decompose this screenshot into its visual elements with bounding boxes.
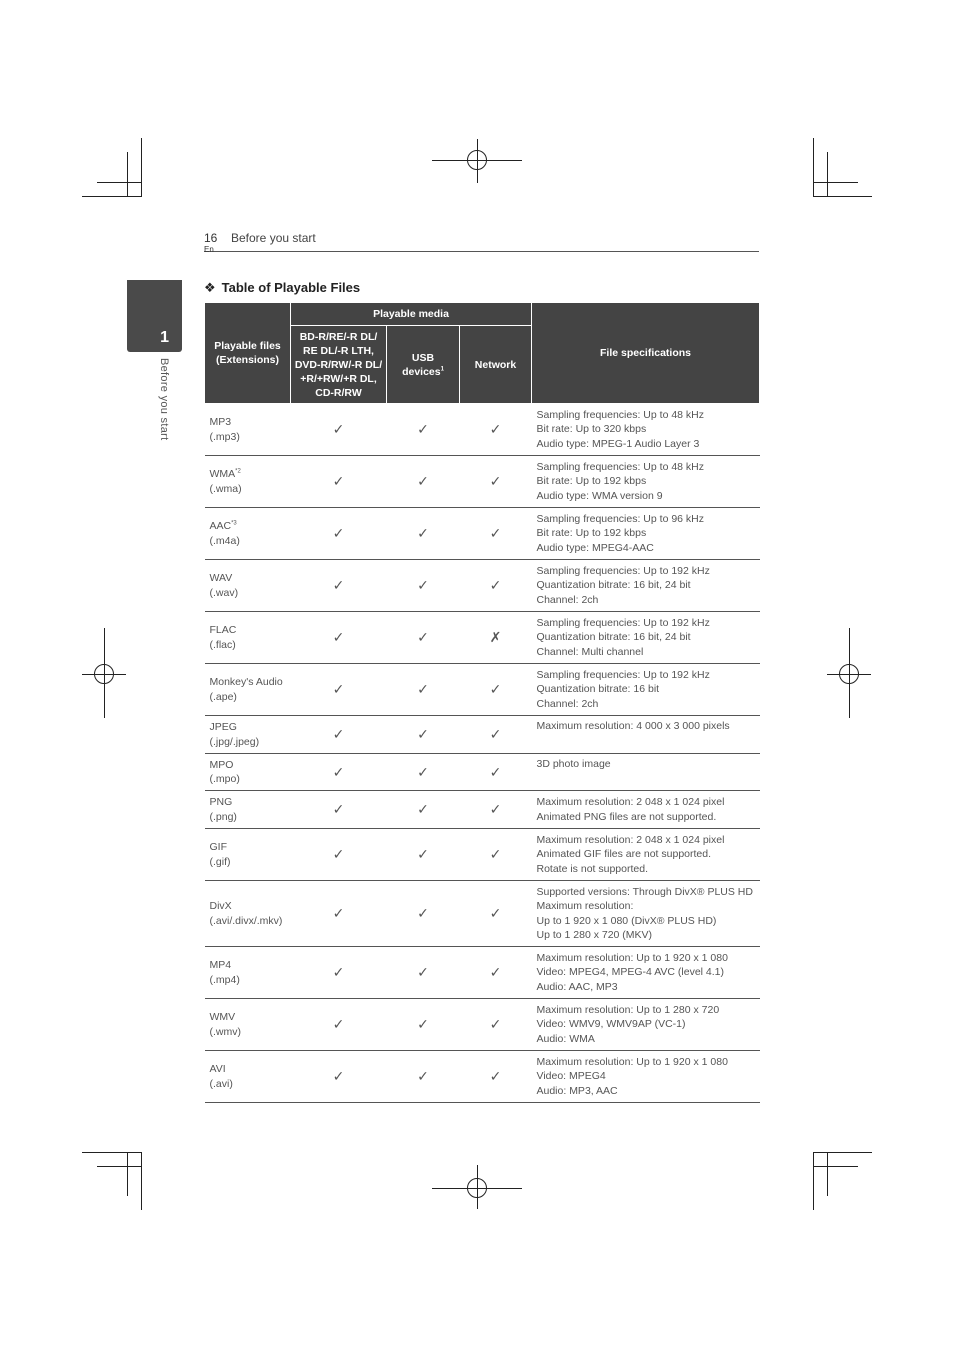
table-row [205,754,760,791]
section-title [204,280,360,296]
check-icon-disc: ✓ [291,612,387,664]
file-extension: (.flac) [209,638,236,651]
file-spec-cell [532,456,760,508]
table-row [205,612,760,664]
page-header [204,230,759,252]
check-icon-network: ✓ [460,404,532,456]
section-title-text: Table of Playable Files [221,280,361,295]
spec-line: Video: MPEG4 [536,1070,606,1083]
file-type-cell [205,404,291,456]
spec-line: Video: WMV9, WMV9AP (VC-1) [536,1018,686,1031]
table-row [205,560,760,612]
check-icon-network: ✓ [460,1051,532,1103]
table-row [205,881,760,947]
check-icon-disc: ✓ [291,999,387,1051]
spec-line: Bit rate: Up to 192 kbps [536,527,647,540]
spec-line: Quantization bitrate: 16 bit [536,683,660,696]
file-type-name: JPEG [209,721,237,733]
file-type-name: MP3 [209,416,232,428]
header-playable-files: Playable files (Extensions) [205,303,291,404]
file-extension: (.avi) [209,1077,233,1090]
spec-line: Sampling frequencies: Up to 48 kHz [536,460,705,473]
spec-line: Quantization bitrate: 16 bit, 24 bit [536,579,691,592]
table-row [205,404,760,456]
file-type-cell [205,1051,291,1103]
spec-line: Bit rate: Up to 192 kbps [536,475,647,488]
file-extension: (.wmv) [209,1025,241,1038]
spec-line: Up to 1 280 x 720 (MKV) [536,929,653,941]
spec-line: 3D photo image [536,758,611,770]
header-usb [387,326,460,404]
check-icon-disc: ✓ [291,664,387,716]
check-icon-disc: ✓ [291,881,387,947]
file-spec-cell [532,829,760,881]
spec-line: Audio: WMA [536,1032,595,1045]
file-spec-cell [532,947,760,999]
spec-line: Sampling frequencies: Up to 48 kHz [536,408,705,421]
header-usb-text: USB devices [402,351,441,378]
file-type-name: FLAC [209,624,237,636]
file-type-name: Monkey's Audio [209,676,283,688]
table-row [205,508,760,560]
file-spec-cell [532,508,760,560]
spec-line: Maximum resolution: Up to 1 280 x 720 [536,1003,720,1016]
file-extension: (.wma) [209,482,242,495]
check-icon-network: ✓ [460,829,532,881]
file-type-cell [205,754,291,791]
file-extension: (.jpg/.jpeg) [209,735,260,748]
spec-line: Sampling frequencies: Up to 96 kHz [536,512,705,525]
check-icon-disc: ✓ [291,947,387,999]
page-language: En [204,245,214,254]
table-row [205,664,760,716]
file-type-name: AAC [209,520,232,532]
file-spec-cell [532,404,760,456]
spec-line: Channel: 2ch [536,593,599,606]
file-type-cell [205,829,291,881]
spec-line: Animated PNG files are not supported. [536,810,717,823]
check-icon-usb: ✓ [387,754,460,791]
check-icon-usb: ✓ [387,716,460,754]
file-spec-cell [532,881,760,947]
check-icon-network: ✓ [460,664,532,716]
spec-line: Audio type: MPEG-1 Audio Layer 3 [536,437,700,450]
chapter-tab [127,280,182,352]
file-extension: (.mp4) [209,973,240,986]
header-disc: BD-R/RE/-R DL/ RE DL/-R LTH, DVD-R/RW/-R DL/ +R/+RW/+R DL, CD-R/RW [291,326,387,404]
file-extension: (.m4a) [209,534,240,547]
check-icon-network: ✓ [460,999,532,1051]
check-icon-usb: ✓ [387,560,460,612]
cross-icon-network: ✗ [460,612,532,664]
check-icon-usb: ✓ [387,508,460,560]
file-spec-cell [532,664,760,716]
file-spec-cell [532,612,760,664]
diamond-bullet-icon: ❖ [204,280,216,295]
check-icon-usb: ✓ [387,456,460,508]
table-row [205,1051,760,1103]
file-type-name: MP4 [209,959,232,971]
spec-line: Rotate is not supported. [536,862,648,875]
file-extension: (.ape) [209,690,237,703]
check-icon-network: ✓ [460,716,532,754]
check-icon-usb: ✓ [387,881,460,947]
file-type-cell [205,791,291,829]
check-icon-disc: ✓ [291,754,387,791]
header-file-specifications: File specifications [532,303,760,404]
check-icon-usb: ✓ [387,612,460,664]
spec-line: Audio type: MPEG4-AAC [536,541,654,554]
header-network: Network [460,326,532,404]
footnote-mark: *3 [231,520,237,527]
check-icon-disc: ✓ [291,508,387,560]
file-type-cell [205,508,291,560]
table-row [205,791,760,829]
table-row [205,716,760,754]
chapter-number: 1 [160,329,169,346]
chapter-label: Before you start [158,358,170,441]
file-spec-cell [532,999,760,1051]
check-icon-network: ✓ [460,947,532,999]
file-extension: (.gif) [209,855,231,868]
check-icon-usb: ✓ [387,791,460,829]
check-icon-usb: ✓ [387,1051,460,1103]
check-icon-usb: ✓ [387,404,460,456]
spec-line: Sampling frequencies: Up to 192 kHz [536,616,710,629]
spec-line: Maximum resolution: [536,900,634,912]
spec-line: Audio: AAC, MP3 [536,980,618,993]
file-type-name: DivX [209,900,232,912]
file-extension: (.mpo) [209,773,240,785]
file-spec-cell [532,716,760,754]
check-icon-usb: ✓ [387,947,460,999]
file-type-cell [205,664,291,716]
page-number: 16 [204,231,218,245]
usb-footnote: 1 [440,366,444,372]
spec-line: Bit rate: Up to 320 kbps [536,423,647,436]
file-spec-cell [532,560,760,612]
check-icon-network: ✓ [460,508,532,560]
file-type-name: WAV [209,572,233,584]
check-icon-disc: ✓ [291,404,387,456]
spec-line: Maximum resolution: Up to 1 920 x 1 080 [536,951,728,964]
footnote-mark: *2 [235,468,241,475]
file-spec-cell [532,1051,760,1103]
spec-line: Up to 1 920 x 1 080 (DivX® PLUS HD) [536,914,717,927]
spec-line: Quantization bitrate: 16 bit, 24 bit [536,631,691,644]
file-spec-cell [532,791,760,829]
table-row [205,947,760,999]
check-icon-network: ✓ [460,754,532,791]
check-icon-network: ✓ [460,456,532,508]
file-extension: (.png) [209,810,237,823]
check-icon-network: ✓ [460,560,532,612]
check-icon-network: ✓ [460,881,532,947]
file-type-cell [205,947,291,999]
spec-line: Audio type: WMA version 9 [536,489,663,502]
check-icon-disc: ✓ [291,791,387,829]
file-extension: (.wav) [209,586,239,599]
file-type-cell [205,456,291,508]
check-icon-usb: ✓ [387,829,460,881]
file-type-name: AVI [209,1063,226,1075]
file-type-name: WMA [209,468,236,480]
spec-line: Channel: Multi channel [536,645,644,658]
playable-files-table [204,302,760,1103]
file-type-cell [205,999,291,1051]
table-row [205,829,760,881]
file-type-cell [205,716,291,754]
spec-line: Video: MPEG4, MPEG-4 AVC (level 4.1) [536,966,725,979]
check-icon-disc: ✓ [291,716,387,754]
spec-line: Maximum resolution: 2 048 x 1 024 pixel [536,796,725,808]
file-type-cell [205,612,291,664]
file-extension: (.mp3) [209,430,240,443]
spec-line: Sampling frequencies: Up to 192 kHz [536,668,710,681]
spec-line: Audio: MP3, AAC [536,1084,618,1097]
spec-line: Maximum resolution: 2 048 x 1 024 pixel [536,833,725,846]
file-type-name: PNG [209,796,233,808]
table-row [205,456,760,508]
spec-line: Maximum resolution: 4 000 x 3 000 pixels [536,720,730,732]
check-icon-usb: ✓ [387,999,460,1051]
table-row [205,999,760,1051]
file-spec-cell [532,754,760,791]
check-icon-usb: ✓ [387,664,460,716]
spec-line: Channel: 2ch [536,697,599,710]
spec-line: Supported versions: Through DivX® PLUS HD [536,885,753,898]
file-extension: (.avi/.divx/.mkv) [209,914,283,927]
check-icon-disc: ✓ [291,829,387,881]
file-type-name: GIF [209,841,227,853]
spec-line: Sampling frequencies: Up to 192 kHz [536,564,710,577]
header-title: Before you start [231,231,316,245]
spec-line: Animated GIF files are not supported. [536,848,712,861]
file-type-name: MPO [209,758,234,771]
file-type-cell [205,560,291,612]
check-icon-disc: ✓ [291,560,387,612]
file-type-name: WMV [209,1011,236,1023]
check-icon-disc: ✓ [291,1051,387,1103]
spec-line: Maximum resolution: Up to 1 920 x 1 080 [536,1055,728,1068]
header-playable-media: Playable media [291,303,532,326]
file-type-cell [205,881,291,947]
check-icon-network: ✓ [460,791,532,829]
check-icon-disc: ✓ [291,456,387,508]
